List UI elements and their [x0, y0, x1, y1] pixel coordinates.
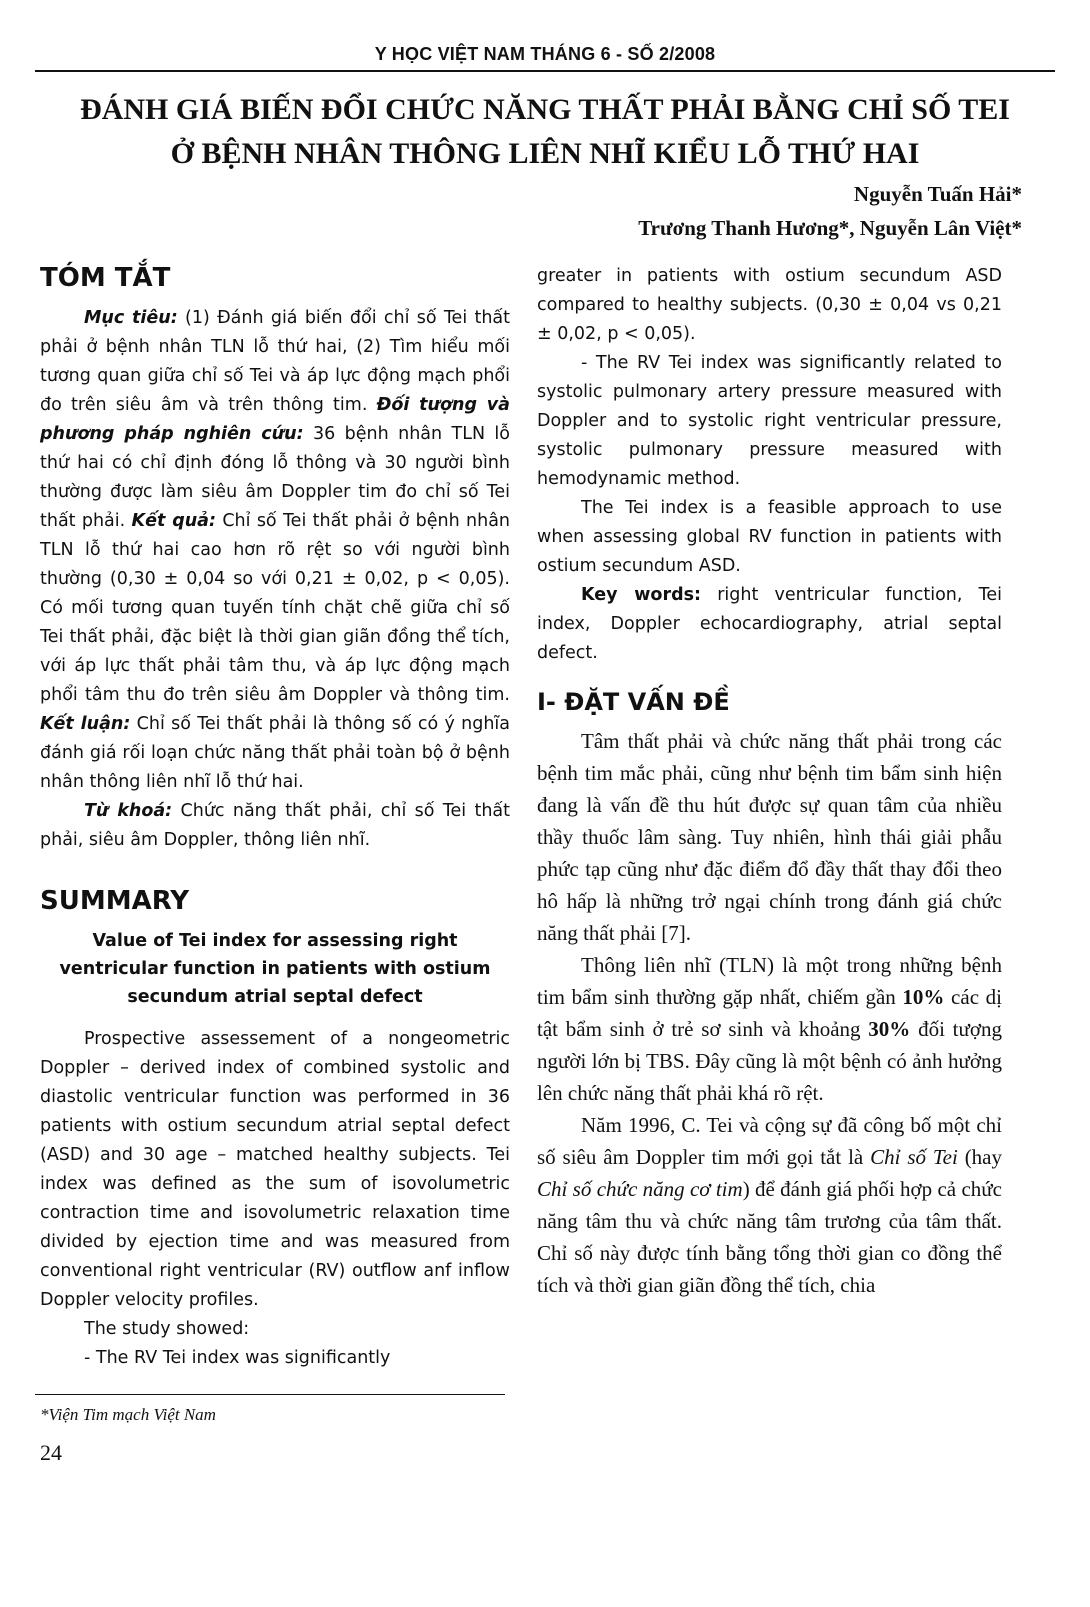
text-keywords: Chức năng thất phải, chỉ số Tei thất phải, siêu âm Doppler, thông liên nhĩ.: [40, 801, 510, 850]
article-title: [35, 88, 1055, 176]
text-results: Chỉ số Tei thất phải ở bệnh nhân TLN lỗ thứ hai cao hơn rõ rệt so với người bình thường (0,30 ± 0,04 so với 0,21 ± 0,02, p < 0,05). Có mối tương quan tuyến tính chặt chẽ giữa chỉ số Tei thất phải, đặc biệt là thời gian giãn đồng thể tích, với áp lực thất phải tâm thu, và áp lực động mạch phổi tâm thu đo trên siêu âm Doppler và thông tim.: [40, 511, 511, 705]
header-rule: [35, 70, 1055, 72]
summary-para-4: - The RV Tei index was significantly related to systolic pulmonary artery pressure measured with Doppler and to systolic right ventricular pressure, systolic pulmonary pressure measured with hemodynamic method.: [537, 353, 1002, 489]
keywords-en-label: Key words:: [581, 585, 702, 605]
text-objective: (1) Đánh giá biến đổi chỉ số Tei thất phải ở bệnh nhân TLN lỗ thứ hai, (2) Tìm hiểu mối tương quan giữa chỉ số Tei và áp lực động mạch phổi đo trên siêu âm và trên thông tim.: [40, 308, 510, 415]
intro-p2-d: 30%: [868, 1017, 911, 1041]
label-keywords: Từ khoá:: [84, 801, 173, 821]
author-line-1: Nguyễn Tuấn Hải*: [853, 182, 1022, 206]
title-line-2: Ở BỆNH NHÂN THÔNG LIÊN NHĨ KIỂU LỖ THỨ HAI: [170, 137, 920, 170]
authors: [638, 177, 1022, 245]
intro-heading: I- ĐẶT VẤN ĐỀ: [537, 688, 730, 716]
keywords-vi: [40, 797, 510, 855]
summary-para-1: Prospective assessement of a nongeometric Doppler – derived index of combined systolic and diastolic ventricular function was performed in 36 patients with ostium secundum atrial septal defect (ASD) and 30 age – matched healthy subjects. Tei index was defined as the sum of isovolumetric contraction time and isovolumetric relaxation time divided by ejection time and was measured from conventional right ventricular (RV) outflow anf inflow Doppler velocity profiles.: [40, 1029, 510, 1310]
keywords-en-text: right ventricular function, Tei index, Doppler echocardiography, atrial septal defect.: [537, 585, 1002, 663]
abstract-vi-heading: TÓM TẮT: [40, 263, 171, 293]
author-line-2: Trương Thanh Hương*, Nguyễn Lân Việt*: [638, 216, 1022, 240]
page-number: 24: [40, 1440, 62, 1465]
left-column: [40, 262, 510, 1373]
label-conclusion: Kết luận:: [40, 714, 131, 734]
summary-title: Value of Tei index for assessing right ventricular function in patients with ostium secundum atrial septal defect: [59, 931, 491, 1007]
text-methods: 36 bệnh nhân TLN lỗ thứ hai có chỉ định đóng lỗ thông và 30 người bình thường được làm siêu âm Doppler tim đo chỉ số Tei thất phải.: [40, 424, 510, 531]
abstract-vi-body: [40, 304, 510, 797]
summary-heading: SUMMARY: [40, 886, 190, 916]
label-objective: Mục tiêu:: [84, 308, 178, 328]
intro-p3-b: Chỉ số Tei: [870, 1145, 958, 1169]
right-column: [537, 262, 1002, 1301]
summary-para-3-start: - The RV Tei index was significantly: [84, 1348, 391, 1368]
title-line-1: ĐÁNH GIÁ BIẾN ĐỔI CHỨC NĂNG THẤT PHẢI BẰNG CHỈ SỐ TEI: [80, 93, 1010, 126]
intro-p3-d: Chỉ số chức năng cơ tim: [537, 1177, 743, 1201]
intro-p2-a: Thông liên nhĩ (TLN) là một trong những bệnh tim bẩm sinh thường gặp nhất, chiếm gần: [537, 953, 1002, 1009]
intro-p3-a: Năm 1996, C. Tei và cộng sự đã công bố một chỉ số siêu âm Doppler tim mới gọi tắt là: [537, 1113, 1002, 1169]
intro-para-1: Tâm thất phải và chức năng thất phải trong các bệnh tim mắc phải, cũng như bệnh tim bẩm sinh hiện đang là vấn đề thu hút được sự quan tâm của nhiều thầy thuốc lâm sàng. Tuy nhiên, hình thái giải phẫu phức tạp cũng như đặc điểm đổ đầy thất thay đổi theo hô hấp là những trở ngại chính trong đánh giá chức năng thất phải [7].: [537, 729, 1002, 945]
intro-p2-c: các dị tật bẩm sinh ở trẻ sơ sinh và khoảng: [537, 985, 1002, 1041]
keywords-en: [537, 581, 1002, 668]
intro-body: [537, 725, 1002, 1301]
running-header: Y HỌC VIỆT NAM THÁNG 6 - SỐ 2/2008: [374, 44, 716, 64]
intro-p2-b: 10%: [902, 985, 945, 1009]
summary-para-2: The study showed:: [84, 1319, 250, 1339]
intro-p3-e: ) để đánh giá phối hợp cả chức năng tâm thu và chức năng tâm trương của tâm thất. Chỉ số này được tính bằng tổng thời gian co đồng thể tích và thời gian giãn đồng thể tích, chia: [537, 1177, 1002, 1297]
label-methods: Đối tượng và phương pháp nghiên cứu:: [40, 395, 510, 444]
intro-para-3: [537, 1109, 1002, 1301]
intro-p3-c: (hay: [957, 1145, 1003, 1169]
footnote: *Viện Tim mạch Việt Nam: [40, 1405, 216, 1424]
text-conclusion: Chỉ số Tei thất phải là thông số có ý nghĩa đánh giá rối loạn chức năng thất phải toàn bộ ở bệnh nhân thông liên nhĩ lỗ thứ hai.: [40, 714, 510, 792]
label-results: Kết quả:: [131, 511, 216, 531]
intro-p2-e: đối tượng người lớn bị TBS. Đây cũng là một bệnh có ảnh hưởng lên chức năng thất phải khá rõ rệt.: [537, 1017, 1002, 1105]
footnote-rule: [35, 1394, 505, 1395]
summary-para-3-cont: greater in patients with ostium secundum ASD compared to healthy subjects. (0,30 ± 0,04 vs 0,21 ± 0,02, p < 0,05).: [537, 266, 1002, 344]
intro-para-2: [537, 949, 1002, 1109]
summary-para-5: The Tei index is a feasible approach to use when assessing global RV function in patients with ostium secundum ASD.: [537, 498, 1002, 576]
